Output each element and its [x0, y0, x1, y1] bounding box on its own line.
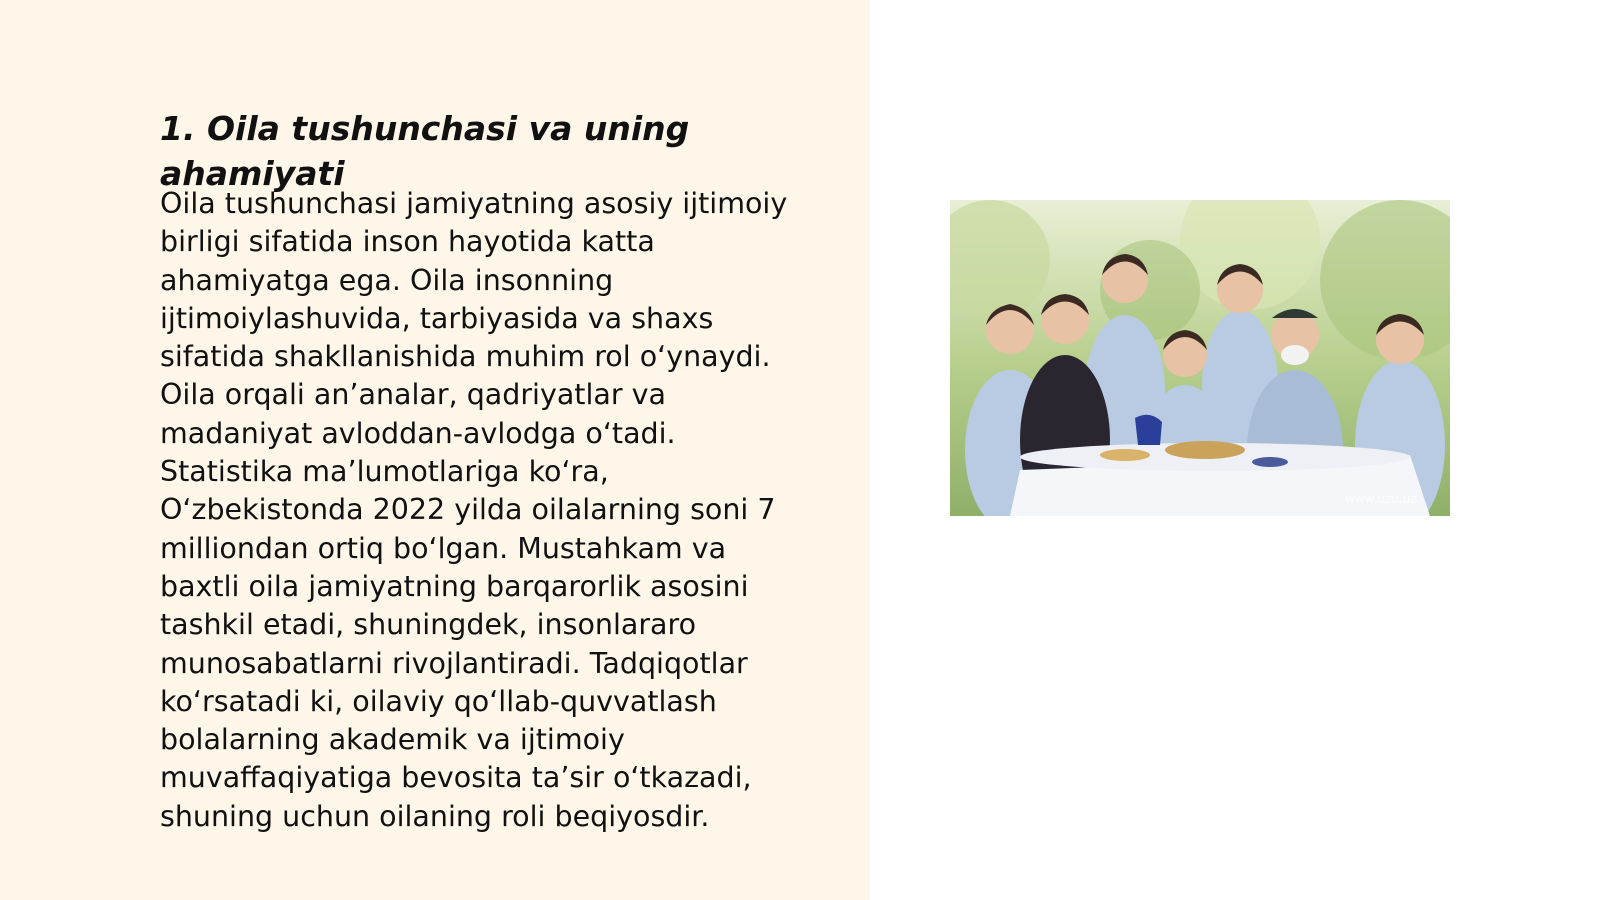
family-photo-illustration: [950, 200, 1450, 516]
slide-body-text: Oila tushunchasi jamiyatning asosiy ijtimoiy birligi sifatida inson hayotida katta ahamiyatga ega. Oila insonning ijtimoiylashuvida, tarbiyasida va shaxs sifatida shakllanishida muhim rol oʻynaydi. Oila orqali anʼanalar, qadriyatlar va madaniyat avloddan-avlodga oʻtadi. Statistika maʼlumotlariga koʻra, Oʻzbekistonda 2022 yilda oilalarning soni 7 milliondan ortiq boʻlgan. Mustahkam va baxtli oila jamiyatning barqarorlik asosini tashkil etadi, shuningdek, insonlararo munosabatlarni rivojlantiradi. Tadqiqotlar koʻrsatadi ki, oilaviy qoʻllab-quvvatlash bolalarning akademik va ijtimoiy muvaffaqiyatiga bevosita taʼsir oʻtkazadi, shuning uchun oilaning roli beqiyosdir.: [160, 187, 788, 833]
family-photo: [950, 200, 1450, 516]
slide-title: 1. Oila tushunchasi va uning ahamiyati: [160, 109, 690, 193]
photo-watermark: www.uzu.uz: [1345, 492, 1417, 506]
